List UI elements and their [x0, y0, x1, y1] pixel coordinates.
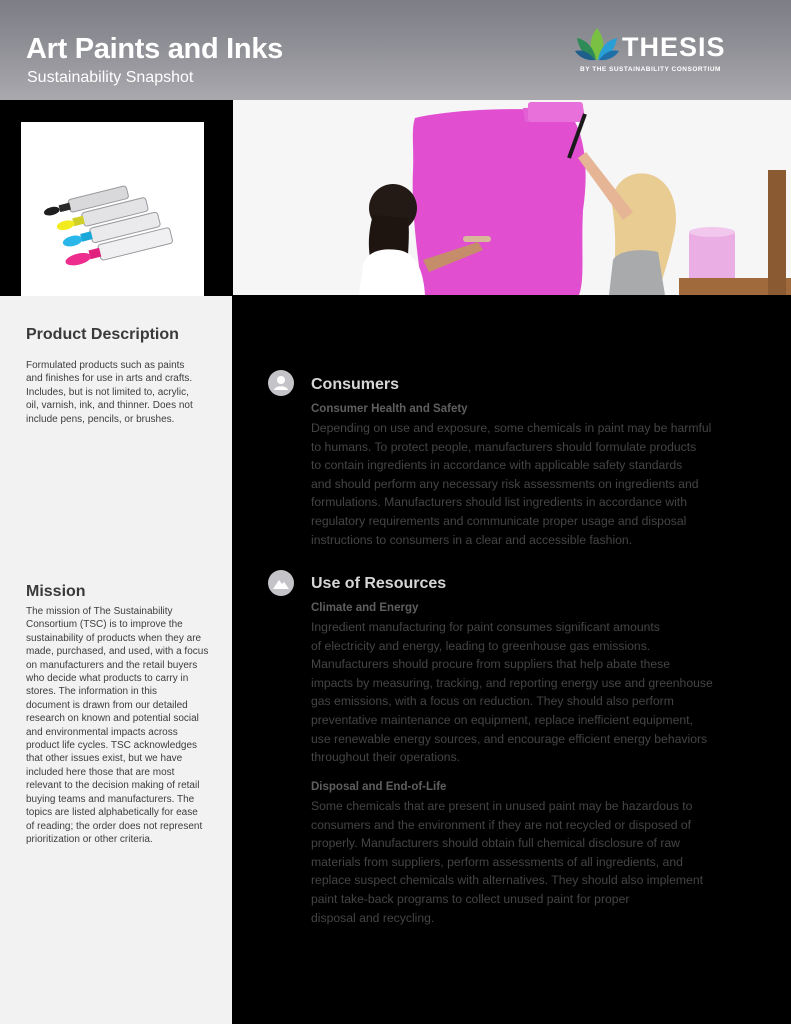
text-line: research on known and potential social — [26, 713, 199, 725]
text-line: paint take-back programs to collect unused paint for proper — [311, 891, 630, 906]
text-line: The mission of The Sustainability — [26, 606, 173, 617]
product-description-text — [26, 359, 226, 426]
product-image — [21, 122, 204, 304]
text-line: of electricity and energy, leading to greenhouse gas emissions. — [311, 638, 651, 653]
text-line: Ingredient manufacturing for paint consumes significant amounts — [311, 620, 660, 634]
text-line: materials from suppliers, perform assessments of all ingredients, and — [311, 854, 683, 869]
thesis-logo — [574, 26, 744, 76]
text-line: include pens, pencils, or brushes. — [26, 413, 175, 425]
text-line: on manufacturers and the retail buyers — [26, 659, 198, 671]
text-line: use renewable energy sources, and encourage efficient energy behaviors — [311, 731, 708, 746]
climate-energy-text — [311, 618, 781, 767]
text-line: properly. Manufacturers should obtain full chemical disclosure of raw — [311, 836, 680, 851]
text-line: sustainability of products when they are — [26, 632, 202, 644]
text-line: product life cycles. TSC acknowledges — [26, 740, 198, 752]
text-line: Manufacturers should procure from suppliers that help abate these — [311, 657, 671, 672]
text-line: impacts by measuring, tracking, and reporting energy use and greenhouse — [311, 675, 713, 690]
text-line: included here those that are most — [26, 766, 175, 778]
painting-wall-illustration — [233, 100, 791, 295]
disposal-end-of-life-heading: Disposal and End-of-Life — [311, 781, 447, 793]
text-line: instructions to consumers in a clear and accessible fashion. — [311, 532, 633, 547]
text-line: Some chemicals that are present in unused paint may be hazardous to — [311, 799, 693, 813]
text-line: consumers and the environment if they are not recycled or disposed of — [311, 817, 692, 832]
text-line: and environmental impacts across — [26, 726, 178, 738]
page-title: Art Paints and Inks — [26, 33, 283, 65]
leaf-logo-icon — [574, 26, 620, 62]
mission-text — [26, 605, 226, 846]
text-line: Consortium (TSC) is to improve the — [26, 619, 183, 631]
product-description-heading: Product Description — [26, 326, 179, 343]
text-line: topics are listed alphabetically for ease — [26, 807, 198, 819]
use-of-resources-heading: Use of Resources — [311, 575, 447, 592]
mission-heading: Mission — [26, 583, 86, 600]
logo-wordmark: THESIS — [622, 32, 726, 62]
text-line: stores. The information in this — [26, 686, 157, 698]
consumer-health-safety-heading: Consumer Health and Safety — [311, 403, 468, 415]
text-line: disposal and recycling. — [311, 910, 435, 925]
hero-photo — [233, 100, 791, 295]
consumer-health-safety-text — [311, 419, 781, 549]
text-line: of reading; the order does not represent — [26, 820, 203, 832]
text-line: and finishes for use in arts and crafts. — [26, 373, 193, 385]
text-line: gas emissions, with a focus on reduction. They should also perform — [311, 694, 674, 709]
header-banner — [0, 0, 791, 100]
paint-tubes-image — [21, 122, 204, 304]
text-line: replace suspect chemicals with alternatives. They should also implement — [311, 873, 703, 888]
logo-tagline: BY THE SUSTAINABILITY CONSORTIUM — [580, 66, 721, 73]
person-icon — [268, 370, 294, 396]
text-line: that other issues exist, but we have — [26, 753, 183, 765]
disposal-end-of-life-text — [311, 797, 781, 927]
text-line: throughout their operations. — [311, 750, 461, 765]
text-line: to humans. To protect people, manufacturers should formulate products — [311, 439, 697, 454]
text-line: and should perform any necessary risk assessments on ingredients and — [311, 476, 699, 491]
text-line: Depending on use and exposure, some chemicals in paint may be harmful — [311, 421, 712, 435]
text-line: who decide what products to carry in — [26, 673, 189, 685]
climate-energy-heading: Climate and Energy — [311, 602, 419, 614]
text-line: Includes, but is not limited to, acrylic, — [26, 386, 189, 398]
text-line: Formulated products such as paints — [26, 360, 185, 371]
page-subtitle: Sustainability Snapshot — [27, 69, 194, 86]
text-line: oil, varnish, ink, and thinner. Does not — [26, 400, 193, 412]
text-line: buying teams and manufacturers. The — [26, 793, 195, 805]
text-line: prioritization or other criteria. — [26, 833, 153, 845]
text-line: formulations. Manufacturers should list ingredients in accordance with — [311, 495, 687, 510]
text-line: to contain ingredients in accordance with applicable safety standards — [311, 458, 683, 473]
text-line: regulatory requirements and communicate proper usage and disposal — [311, 513, 687, 528]
text-line: document is drawn from our detailed — [26, 699, 188, 711]
text-line: relevant to the decision making of retail — [26, 780, 200, 792]
mountain-icon — [268, 570, 294, 596]
text-line: made, purchased, and used, with a focus — [26, 646, 209, 658]
text-line: preventative maintenance on equipment, replace inefficient equipment, — [311, 712, 693, 727]
consumers-heading: Consumers — [311, 376, 400, 393]
